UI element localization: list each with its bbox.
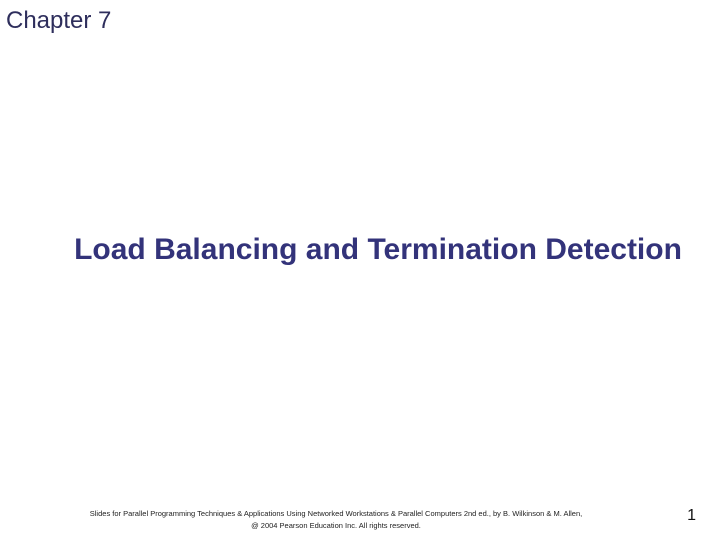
footer-line-2: @ 2004 Pearson Education Inc. All rights reserved. [251,521,421,530]
footer-credits [30,508,642,532]
slide-title: Load Balancing and Termination Detection [74,233,682,266]
page-number: 1 [687,507,696,524]
chapter-label: Chapter 7 [6,7,112,34]
footer-line-1: Slides for Parallel Programming Techniques & Applications Using Networked Workstations & Parallel Computers 2nd ed., by B. Wilkinson & M. Allen, [89,509,583,518]
